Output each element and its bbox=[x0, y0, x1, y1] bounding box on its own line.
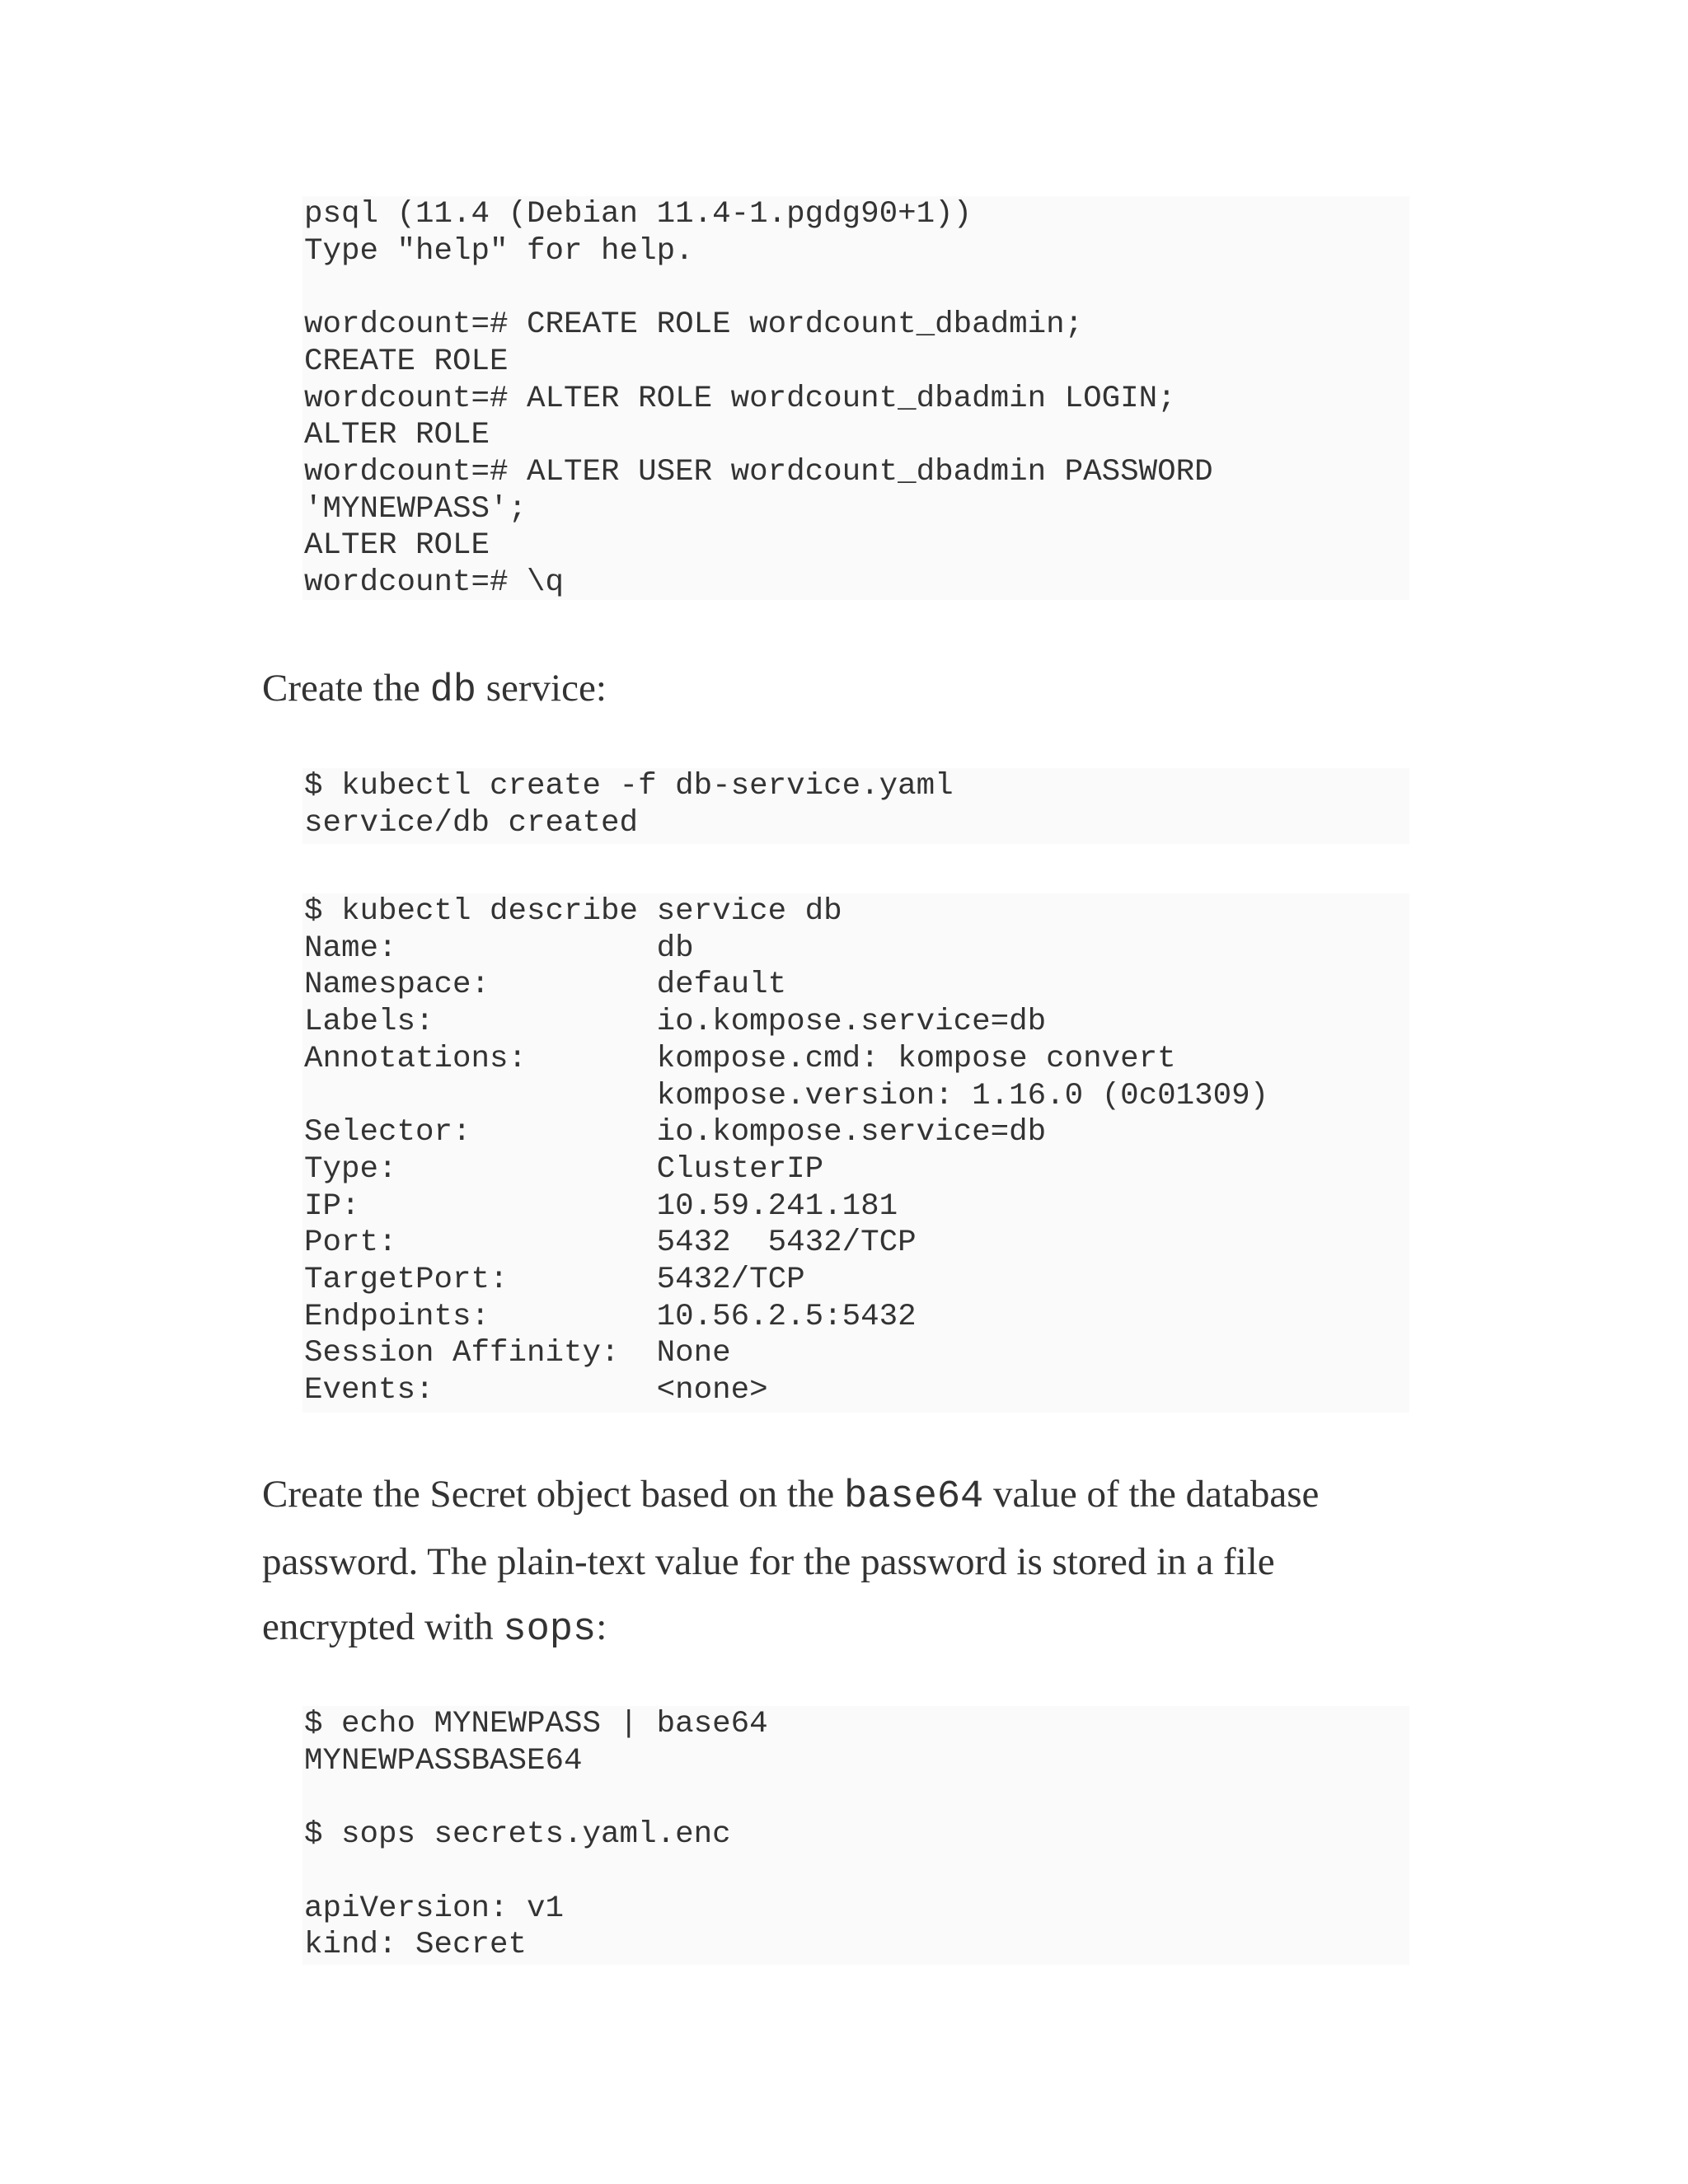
code-block-create-service bbox=[302, 768, 1409, 844]
code-block-describe-service bbox=[302, 893, 1409, 1413]
inline-code: sops bbox=[503, 1608, 597, 1652]
code-block-secret-commands bbox=[302, 1706, 1409, 1965]
inline-code: base64 bbox=[844, 1475, 984, 1519]
code-text: $ echo MYNEWPASS | base64 MYNEWPASSBASE64 $ sops secrets.yaml.enc apiVersion: v1 kind: Secret bbox=[304, 1707, 768, 1963]
code-text: psql (11.4 (Debian 11.4-1.pgdg90+1)) Type "help" for help. wordcount=# CREATE ROLE wordcount_dbadmin; CREATE ROLE wordcount=# ALTER ROLE wordcount_dbadmin LOGIN; ALTER ROLE wordcount=# ALTER USER wordcount_dbadmin PASSWORD 'MYNEWPASS'; ALTER ROLE wordcount=# \q bbox=[304, 197, 1213, 600]
paragraph-create-secret: Create the Secret object based on the base64 value of the database password. The plain-text value for the password is stored in a file encrypted with sops: bbox=[262, 1473, 1320, 1652]
code-text: $ kubectl create -f db-service.yaml service/db created bbox=[304, 769, 954, 841]
code-block-psql-session bbox=[302, 196, 1409, 600]
inline-code: db bbox=[429, 669, 476, 713]
code-text: $ kubectl describe service db Name: db Namespace: default Labels: io.kompose.service=db Annotations: kompose.cmd: kompose convert kompose.version: 1.16.0 (0c01309) Selector: io.kompose.service=db Type: ClusterIP IP: 10.59.241.181 Port: 5432 5432/TCP TargetPort: 5432/TCP Endpoints: 10.56.2.5:5432 Session Affinity: None Events: <none> bbox=[304, 894, 1269, 1408]
paragraph-create-db-service: Create the db service: bbox=[262, 667, 607, 713]
